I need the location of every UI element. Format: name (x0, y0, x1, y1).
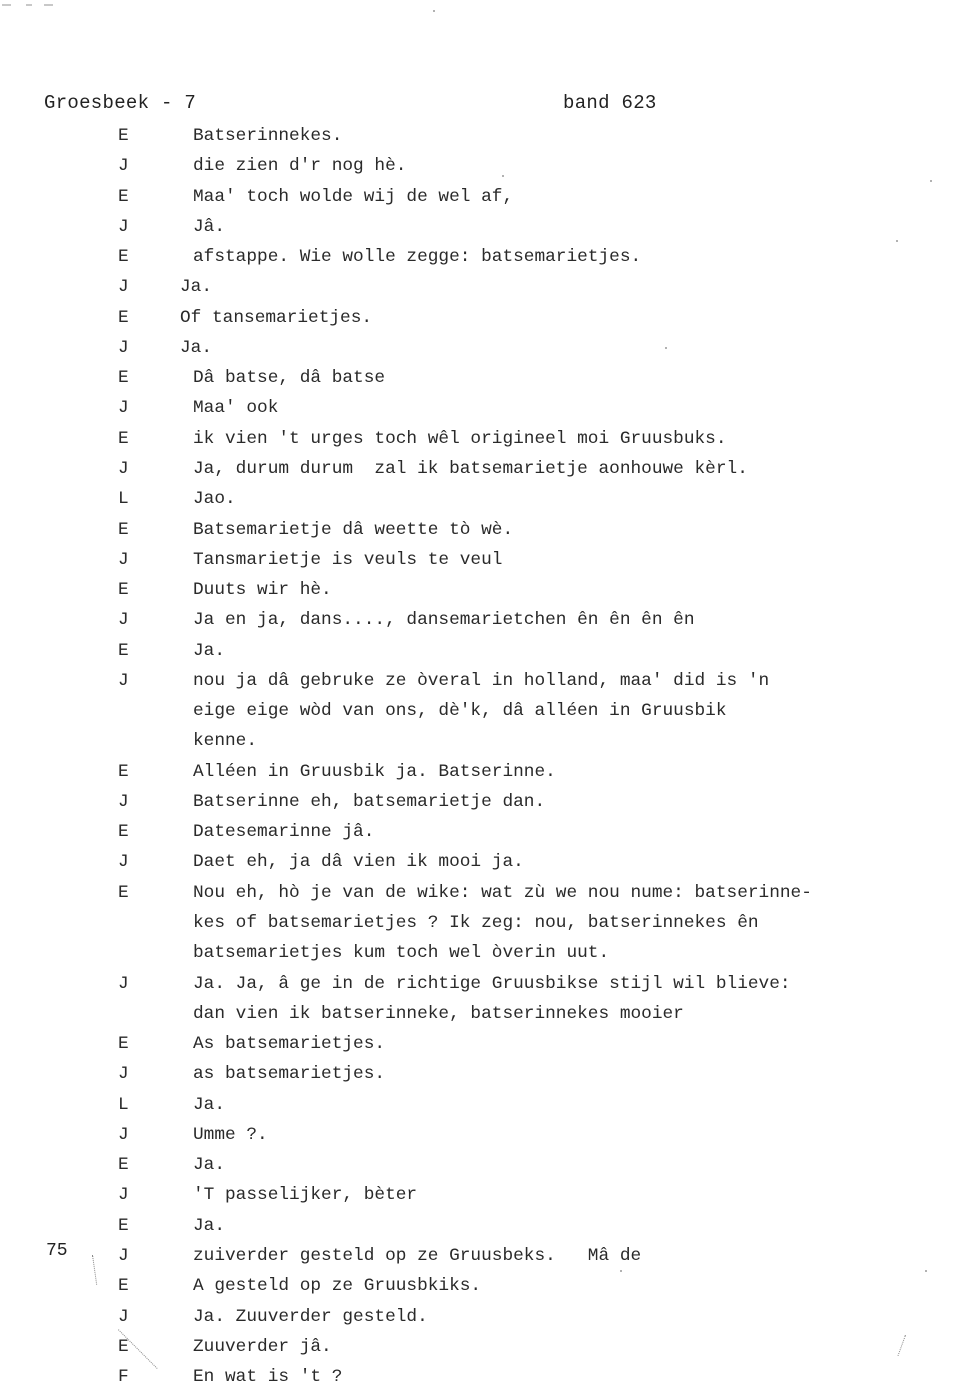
speaker-label: J (118, 1306, 129, 1327)
utterance-text: Nou eh, hò je van de wike: wat zù we nou nume: batserinne- (193, 882, 812, 903)
dialogue-line (0, 1212, 973, 1240)
speaker-label: E (118, 247, 129, 268)
utterance-text: Tansmarietje is veuls te veul (193, 549, 503, 570)
utterance-text: Dâ batse, dâ batse (193, 368, 386, 389)
speaker-label: J (118, 791, 129, 812)
dialogue-line (0, 1151, 973, 1179)
utterance-continuation: batsemarietjes kum toch wel òverin uut. (193, 943, 610, 964)
utterance-text: Ja. (193, 1215, 226, 1236)
dialogue-line (0, 304, 973, 332)
scan-mark (2, 4, 11, 6)
utterance-text: Batserinne eh, batsemarietje dan. (193, 791, 546, 812)
utterance-text: Umme ?. (193, 1124, 268, 1145)
speaker-label: L (118, 489, 129, 510)
speaker-label: E (118, 882, 129, 903)
utterance-text: Maa' toch wolde wij de wel af, (193, 186, 514, 207)
speaker-label: J (118, 398, 129, 419)
dialogue-line (0, 1363, 973, 1391)
speaker-label: E (118, 640, 129, 661)
dialogue-line (0, 213, 973, 241)
margin-line-number: 75 (46, 1241, 68, 1261)
utterance-text: Alléen in Gruusbik ja. Batserinne. (193, 761, 556, 782)
utterance-text: Ja. (193, 1155, 226, 1176)
utterance-text: as batsemarietjes. (193, 1064, 386, 1085)
speaker-label: J (118, 1124, 129, 1145)
speaker-label: J (118, 852, 129, 873)
dialogue-line (0, 1091, 973, 1119)
utterance-text: Ja en ja, dans...., dansemarietchen ên ên ên ên (193, 610, 695, 631)
speaker-label: J (118, 216, 129, 237)
dialogue-line (0, 879, 973, 907)
speaker-label: J (118, 337, 129, 358)
dialogue-line (0, 1121, 973, 1149)
utterance-text: Ja. Zuuverder gesteld. (193, 1306, 428, 1327)
dialogue-line (0, 485, 973, 513)
dialogue-line (0, 667, 973, 695)
speaker-label: E (118, 761, 129, 782)
speaker-label: J (118, 670, 129, 691)
page-title: Groesbeek - 7 (44, 92, 197, 114)
utterance-text: Of tansemarietjes. (180, 307, 373, 328)
dialogue-line (0, 788, 973, 816)
speaker-label: E (118, 307, 129, 328)
dialogue-line (0, 516, 973, 544)
dialogue-line (0, 455, 973, 483)
speaker-label: E (118, 1034, 129, 1055)
utterance-text: As batsemarietjes. (193, 1034, 386, 1055)
speaker-label: L (118, 1094, 129, 1115)
dialogue-line (0, 183, 973, 211)
utterance-text: ik vien 't urges toch wêl origineel moi Gruusbuks. (193, 428, 727, 449)
utterance-continuation: eige eige wòd van ons, dè'k, dâ alléen in Gruusbik (193, 701, 727, 722)
utterance-text: Ja. (193, 640, 226, 661)
scan-speck (930, 180, 932, 182)
scan-mark (26, 4, 32, 6)
utterance-text: Jâ. (193, 216, 226, 237)
utterance-text: Batserinnekes. (193, 126, 343, 146)
dialogue-line (0, 1060, 973, 1088)
dialogue-line (0, 546, 973, 574)
speaker-label: E (118, 126, 129, 146)
speaker-label: J (118, 277, 129, 298)
scan-speck (665, 347, 667, 349)
utterance-text: En wat is 't ? (193, 1367, 343, 1388)
speaker-label: E (118, 1215, 129, 1236)
utterance-continuation: kes of batsemarietjes ? Ik zeg: nou, batserinnekes ên (193, 913, 759, 934)
speaker-label: J (118, 1245, 129, 1266)
speaker-label: J (118, 458, 129, 479)
tape-number: band 623 (563, 92, 657, 114)
speaker-label: E (118, 1155, 129, 1176)
utterance-text: Ja, durum durum zal ik batsemarietje aonhouwe kèrl. (193, 458, 748, 479)
dialogue-line (0, 394, 973, 422)
speaker-label: J (118, 973, 129, 994)
utterance-text: Duuts wir hè. (193, 580, 332, 601)
utterance-continuation: dan vien ik batserinneke, batserinnekes mooier (193, 1003, 684, 1024)
utterance-continuation: kenne. (193, 731, 258, 752)
utterance-text: Datesemarinne jâ. (193, 822, 375, 843)
utterance-text: Batsemarietje dâ weette tò wè. (193, 519, 514, 540)
dialogue-line (0, 1303, 973, 1331)
scan-speck (620, 1270, 622, 1272)
utterance-text: Ja. (180, 337, 213, 358)
speaker-label: E (118, 428, 129, 449)
utterance-text: afstappe. Wie wolle zegge: batsemarietjes. (193, 247, 642, 268)
dialogue-line (0, 122, 973, 150)
dialogue-line (0, 637, 973, 665)
dialogue-line (0, 1242, 973, 1270)
utterance-text: A gesteld op ze Gruusbkiks. (193, 1276, 482, 1297)
scan-mark (44, 4, 53, 6)
dialogue-line (0, 970, 973, 998)
dialogue-line (0, 576, 973, 604)
dialogue-line (0, 758, 973, 786)
speaker-label: E (118, 519, 129, 540)
speaker-label: E (118, 822, 129, 843)
utterance-text: Ja. Ja, â ge in de richtige Gruusbikse stijl wil blieve: (193, 973, 791, 994)
dialogue-line (0, 1272, 973, 1300)
dialogue-line (0, 818, 973, 846)
speaker-label: J (118, 1064, 129, 1085)
utterance-text: die zien d'r nog hè. (193, 156, 407, 177)
dialogue-line (0, 606, 973, 634)
dialogue-line (0, 243, 973, 271)
speaker-label: J (118, 610, 129, 631)
scan-speck (896, 240, 898, 242)
dialogue-line (0, 1030, 973, 1058)
speaker-label: J (118, 156, 129, 177)
dialogue-line (0, 152, 973, 180)
utterance-text: Zuuverder jâ. (193, 1336, 332, 1357)
scan-speck (433, 10, 435, 12)
utterance-text: Ja. (180, 277, 213, 298)
utterance-text: Ja. (193, 1094, 226, 1115)
utterance-text: zuiverder gesteld op ze Gruusbeks. Mâ de (193, 1245, 642, 1266)
speaker-label: F (118, 1367, 129, 1388)
utterance-text: Daet eh, ja dâ vien ik mooi ja. (193, 852, 524, 873)
speaker-label: J (118, 1185, 129, 1206)
speaker-label: E (118, 368, 129, 389)
utterance-text: Maa' ook (193, 398, 279, 419)
speaker-label: E (118, 1276, 129, 1297)
speaker-label: E (118, 186, 129, 207)
dialogue-line (0, 848, 973, 876)
utterance-text: nou ja dâ gebruke ze òveral in holland, maa' did is 'n (193, 670, 770, 691)
dialogue-line (0, 425, 973, 453)
speaker-label: E (118, 1336, 129, 1357)
utterance-text: Jao. (193, 489, 236, 510)
dialogue-line (0, 334, 973, 362)
dialogue-line (0, 273, 973, 301)
scan-speck (925, 1270, 927, 1272)
speaker-label: J (118, 549, 129, 570)
speaker-label: E (118, 580, 129, 601)
dialogue-line (0, 1181, 973, 1209)
scan-speck (502, 175, 504, 177)
dialogue-line (0, 364, 973, 392)
utterance-text: 'T passelijker, bèter (193, 1185, 418, 1206)
